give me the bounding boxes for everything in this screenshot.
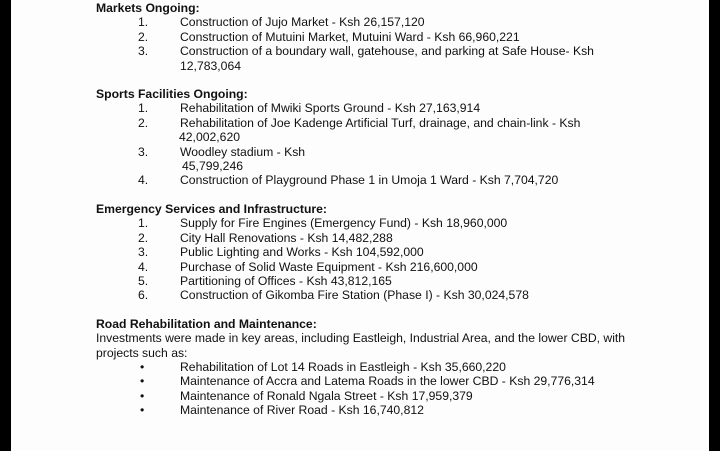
document-page [11, 0, 709, 451]
list-item [96, 288, 641, 302]
item-text: Construction of Jujo Market - Ksh 26,157,120 [180, 15, 425, 30]
list-marker: 2. [138, 29, 149, 44]
list-item [96, 374, 641, 388]
list-marker: 1. [138, 15, 149, 30]
section-heading: Markets Ongoing: [96, 1, 200, 15]
list-marker: 4. [138, 259, 149, 274]
section-heading: Emergency Services and Infrastructure: [96, 201, 327, 216]
bullet-icon: • [140, 388, 145, 403]
list-item [96, 44, 641, 73]
bullet-icon: • [140, 403, 145, 418]
list-item [96, 15, 641, 29]
item-text: Maintenance of Accra and Latema Roads in the lower CBD - Ksh 29,776,314 [180, 374, 595, 389]
list-item [96, 101, 641, 115]
item-text: Construction of Gikomba Fire Station (Phase I) - Ksh 30,024,578 [180, 288, 529, 303]
list-marker: 5. [138, 273, 149, 288]
item-text: Purchase of Solid Waste Equipment - Ksh 216,600,000 [180, 259, 478, 274]
section-markets [96, 1, 641, 73]
list-marker: 1. [138, 216, 149, 231]
section-heading: Road Rehabilitation and Maintenance: [96, 316, 317, 331]
list-item [96, 403, 641, 417]
list-item [96, 116, 641, 145]
list-item [96, 145, 641, 174]
list-marker: 1. [138, 101, 149, 116]
section-heading: Sports Facilities Ongoing: [96, 87, 248, 102]
bullet-icon: • [140, 374, 145, 389]
list-marker: 3. [138, 245, 149, 260]
item-text: Woodley stadium - Ksh [180, 144, 306, 159]
section-emergency [96, 202, 641, 303]
item-text-continuation: 45,799,246 [182, 159, 243, 174]
item-text: Rehabilitation of Mwiki Sports Ground - Ksh 27,163,914 [180, 101, 481, 116]
item-text: City Hall Renovations - Ksh 14,482,288 [180, 230, 393, 245]
item-text: Construction of Mutuini Market, Mutuini Ward - Ksh 66,960,221 [180, 29, 520, 44]
item-text: Construction of Playground Phase 1 in Umoja 1 Ward - Ksh 7,704,720 [180, 173, 559, 188]
document-content [96, 1, 641, 432]
list-marker: 3. [138, 144, 149, 159]
list-item [96, 216, 641, 230]
list-item [96, 30, 641, 44]
list-marker: 4. [138, 173, 149, 188]
list-item [96, 360, 641, 374]
item-text-continuation: 42,002,620 [179, 130, 240, 145]
item-text: Supply for Fire Engines (Emergency Fund) - Ksh 18,960,000 [180, 216, 508, 231]
bullet-icon: • [140, 359, 145, 374]
section-intro: Investments were made in key areas, including Eastleigh, Industrial Area, and the lower CBD, with projects such as: [96, 331, 626, 360]
item-text: Maintenance of River Road - Ksh 16,740,812 [180, 403, 424, 418]
item-text: Public Lighting and Works - Ksh 104,592,000 [180, 245, 424, 260]
list-item [96, 173, 641, 187]
list-marker: 3. [138, 44, 149, 59]
section-sports [96, 87, 641, 188]
list-item [96, 389, 641, 403]
list-item [96, 260, 641, 274]
item-text: Maintenance of Ronald Ngala Street - Ksh 17,959,379 [180, 388, 473, 403]
list-marker: 2. [138, 115, 149, 130]
list-marker: 6. [138, 288, 149, 303]
item-text: Rehabilitation of Joe Kadenge Artificial Turf, drainage, and chain-link - Ksh [180, 115, 581, 130]
list-item [96, 231, 641, 245]
section-roads [96, 317, 641, 418]
item-text: Construction of a boundary wall, gatehouse, and parking at Safe House- Ksh [180, 44, 594, 59]
list-item [96, 274, 641, 288]
item-text: Rehabilitation of Lot 14 Roads in Eastleigh - Ksh 35,660,220 [180, 359, 506, 374]
item-text-continuation: 12,783,064 [180, 58, 241, 73]
item-text: Partitioning of Offices - Ksh 43,812,165 [180, 273, 392, 288]
list-marker: 2. [138, 230, 149, 245]
list-item [96, 245, 641, 259]
